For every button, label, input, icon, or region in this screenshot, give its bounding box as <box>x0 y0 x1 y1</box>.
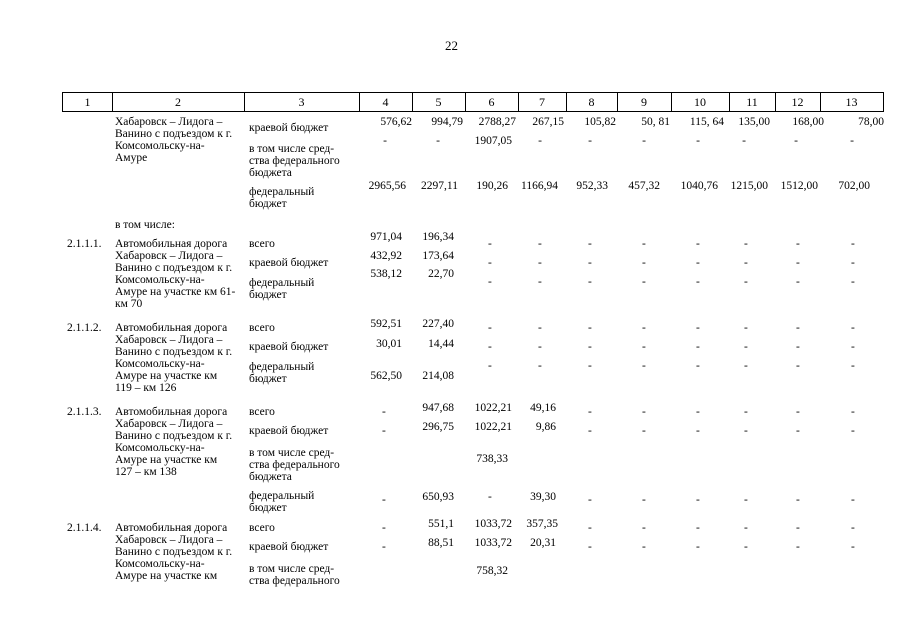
table-cell: 738,33 <box>476 453 508 465</box>
table-cell: - <box>588 360 592 372</box>
row-name-line: Хабаровск – Лидога – <box>115 534 223 546</box>
row-name-line: Автомобильная дорога <box>115 406 228 418</box>
table-cell: 1166,94 <box>521 180 558 192</box>
funding-source: всего <box>249 322 275 334</box>
header-cell: 1 <box>84 95 91 109</box>
table-cell: - <box>744 341 748 353</box>
table-cell: - <box>642 360 646 372</box>
header-cell: 13 <box>845 95 858 109</box>
table-cell: - <box>794 135 798 147</box>
table-cell: - <box>851 406 855 418</box>
table-cell: 1512,00 <box>780 180 818 192</box>
funding-source: краевой бюджет <box>249 425 329 437</box>
row-name-line: Хабаровск – Лидога – <box>115 334 223 346</box>
row-name-line: Автомобильная дорога <box>115 238 228 250</box>
header-cell: 11 <box>746 95 758 109</box>
table-cell: 702,00 <box>838 180 870 192</box>
table-cell: 20,31 <box>530 537 556 549</box>
funding-source: в том числе сред- <box>249 447 335 459</box>
table-cell: 88,51 <box>428 537 454 549</box>
table-cell: 2788,27 <box>478 116 516 128</box>
row-name-line: Автомобильная дорога <box>115 522 228 534</box>
table-cell: - <box>588 276 592 288</box>
table-cell: - <box>538 276 542 288</box>
funding-source: краевой бюджет <box>249 122 329 134</box>
table-cell: 1033,72 <box>474 537 512 549</box>
table-cell: - <box>642 341 646 353</box>
header-cell: 9 <box>641 95 647 109</box>
table-cell: - <box>796 425 800 437</box>
table-cell: 457,32 <box>628 180 660 192</box>
table-cell: 196,34 <box>422 231 454 243</box>
table-cell: - <box>488 322 492 334</box>
table-cell: - <box>744 238 748 250</box>
table-cell: - <box>796 276 800 288</box>
row-code: 2.1.1.3. <box>67 406 102 418</box>
table-cell: - <box>851 341 855 353</box>
table-cell: - <box>744 494 748 506</box>
funding-source: бюджет <box>249 502 287 514</box>
table-cell: - <box>744 541 748 553</box>
funding-source: всего <box>249 238 275 250</box>
table-cell: - <box>588 341 592 353</box>
header-cell: 5 <box>435 95 442 109</box>
table-cell: - <box>488 238 492 250</box>
row-name-line: Амуре на участке км <box>115 370 218 382</box>
row-name-line: Комсомольску-на- <box>115 442 205 454</box>
table-cell: - <box>744 425 748 437</box>
table-cell: - <box>696 135 700 147</box>
table-cell: 214,08 <box>422 370 454 382</box>
funding-source: в том числе сред- <box>249 563 335 575</box>
table-cell: - <box>851 360 855 372</box>
table-cell: 576,62 <box>380 116 412 128</box>
table-header-row <box>62 92 884 112</box>
table-cell: - <box>588 257 592 269</box>
table-cell: 1040,76 <box>680 180 718 192</box>
row-name-line: Автомобильная дорога <box>115 322 228 334</box>
row-name-line: 119 – км 126 <box>115 382 177 394</box>
funding-source: краевой бюджет <box>249 341 329 353</box>
header-cell: 12 <box>791 95 804 109</box>
table-cell: - <box>642 425 646 437</box>
table-cell: - <box>696 360 700 372</box>
row-name-line: Ванино с подъездом к г. <box>115 430 233 442</box>
funding-source: бюджета <box>249 167 292 179</box>
table-cell: 296,75 <box>422 421 454 433</box>
table-cell: 173,64 <box>422 250 454 262</box>
header-cell: 4 <box>382 95 389 109</box>
funding-source: федеральный <box>249 361 315 373</box>
table-cell: - <box>588 406 592 418</box>
table-cell: - <box>796 494 800 506</box>
row-code: 2.1.1.1. <box>67 238 102 250</box>
table-cell: - <box>851 238 855 250</box>
table-cell: - <box>744 257 748 269</box>
row-name-line: Комсомольску-на- <box>115 358 205 370</box>
table-cell: 357,35 <box>526 518 558 530</box>
table-cell: - <box>382 425 386 437</box>
table-cell: 267,15 <box>532 116 564 128</box>
table-cell: 135,00 <box>738 116 770 128</box>
funding-source: бюджет <box>249 373 287 385</box>
table-cell: - <box>642 257 646 269</box>
table-cell: - <box>851 522 855 534</box>
table-cell: - <box>588 541 592 553</box>
table-cell: - <box>488 491 492 503</box>
table-cell: - <box>538 238 542 250</box>
table-cell: 1907,05 <box>474 135 512 147</box>
funding-source: бюджет <box>249 289 287 301</box>
row-code: 2.1.1.4. <box>67 522 102 534</box>
page-number: 22 <box>445 38 458 53</box>
table-cell: - <box>382 522 386 534</box>
table-cell: - <box>642 541 646 553</box>
row-name-line: Амуре на участке км <box>115 570 218 582</box>
table-cell: - <box>851 276 855 288</box>
table-cell: - <box>642 494 646 506</box>
table-cell: - <box>642 135 646 147</box>
table-cell: 562,50 <box>370 370 402 382</box>
header-cell: 3 <box>298 95 305 109</box>
table-cell: - <box>588 135 592 147</box>
table-cell: - <box>436 135 440 147</box>
table-cell: - <box>588 238 592 250</box>
table-cell: - <box>744 360 748 372</box>
row-name-line: Ванино с подъездом к г. <box>115 346 233 358</box>
table-cell: - <box>851 257 855 269</box>
table-cell: - <box>851 322 855 334</box>
table-cell: - <box>488 257 492 269</box>
table-cell: 538,12 <box>370 268 402 280</box>
table-cell: 115, 64 <box>689 116 724 128</box>
table-cell: 947,68 <box>422 402 454 414</box>
header-cell: 6 <box>488 95 495 109</box>
table-cell: 971,04 <box>370 231 402 243</box>
section-label: в том числе: <box>115 219 175 231</box>
row-name-line: Комсомольску-на- <box>115 140 205 152</box>
funding-source: ства федерального <box>249 155 340 167</box>
table-cell: 994,79 <box>431 116 463 128</box>
table-cell: - <box>744 322 748 334</box>
table-cell: 22,70 <box>428 268 454 280</box>
table-cell: - <box>538 322 542 334</box>
funding-source: бюджет <box>249 198 287 210</box>
table-cell: - <box>382 541 386 553</box>
table-cell: - <box>488 360 492 372</box>
row-code: 2.1.1.2. <box>67 322 102 334</box>
table-cell: - <box>696 425 700 437</box>
table-cell: 105,82 <box>584 116 616 128</box>
table-cell: - <box>382 494 386 506</box>
table-cell: - <box>588 494 592 506</box>
table-cell: - <box>796 360 800 372</box>
row-name-line: Хабаровск – Лидога – <box>115 250 223 262</box>
table-cell: 227,40 <box>422 318 454 330</box>
table-cell: 14,44 <box>428 338 454 350</box>
table-cell: 50, 81 <box>641 116 670 128</box>
row-name-line: Хабаровск – Лидога – <box>115 418 223 430</box>
table-cell: - <box>744 406 748 418</box>
table-cell: - <box>796 238 800 250</box>
header-cell: 2 <box>175 95 181 109</box>
table-cell: - <box>744 276 748 288</box>
table-cell: - <box>642 276 646 288</box>
table-cell: - <box>696 406 700 418</box>
row-name-line: Хабаровск – Лидога – <box>115 116 223 128</box>
header-cell: 10 <box>694 95 706 109</box>
table-cell: 30,01 <box>376 338 402 350</box>
table-cell: - <box>796 341 800 353</box>
table-cell: - <box>851 494 855 506</box>
row-name-line: Ванино с подъездом к г. <box>115 546 233 558</box>
table-cell: - <box>538 257 542 269</box>
table-cell: - <box>538 135 542 147</box>
funding-source: краевой бюджет <box>249 257 329 269</box>
table-cell: - <box>744 522 748 534</box>
funding-source: ства федерального <box>249 575 340 587</box>
table-cell: 1022,21 <box>474 421 512 433</box>
table-cell: - <box>796 257 800 269</box>
table-cell: 592,51 <box>370 318 402 330</box>
table-cell: 168,00 <box>792 116 824 128</box>
table-cell: - <box>588 522 592 534</box>
row-name-line: Амуре <box>115 152 148 164</box>
table-cell: 650,93 <box>422 491 454 503</box>
table-cell: 190,26 <box>476 180 508 192</box>
table-cell: - <box>588 425 592 437</box>
table-cell: - <box>796 522 800 534</box>
funding-source: в том числе сред- <box>249 143 335 155</box>
row-name-line: Ванино с подъездом к г. <box>115 262 233 274</box>
table-cell: - <box>696 341 700 353</box>
table-cell: - <box>696 494 700 506</box>
row-name-line: Амуре на участке км 61- <box>115 286 236 298</box>
funding-source: федеральный <box>249 490 315 502</box>
funding-source: всего <box>249 406 275 418</box>
table-cell: 1022,21 <box>474 402 512 414</box>
table-cell: 9,86 <box>535 421 556 433</box>
table-cell: - <box>588 322 592 334</box>
table-cell: - <box>642 238 646 250</box>
table-cell: - <box>850 135 854 147</box>
table-cell: - <box>538 341 542 353</box>
table-cell: 758,32 <box>476 565 508 577</box>
row-name-line: Ванино с подъездом к г. <box>115 128 233 140</box>
table-cell: - <box>851 425 855 437</box>
funding-source: ства федерального <box>249 459 340 471</box>
header-cell: 7 <box>539 95 545 109</box>
table-cell: - <box>488 276 492 288</box>
table-cell: 49,16 <box>530 402 556 414</box>
table-cell: - <box>382 406 386 418</box>
table-cell: - <box>642 322 646 334</box>
table-cell: - <box>796 322 800 334</box>
funding-source: всего <box>249 522 275 534</box>
table-cell: - <box>796 406 800 418</box>
table-cell: - <box>696 238 700 250</box>
table-cell: - <box>696 522 700 534</box>
table-cell: 39,30 <box>530 491 556 503</box>
table-cell: 2297,11 <box>421 180 458 192</box>
table-cell: 2965,56 <box>368 180 406 192</box>
table-cell: 952,33 <box>576 180 608 192</box>
row-name-line: Комсомольску-на- <box>115 274 205 286</box>
table-cell: - <box>488 341 492 353</box>
funding-source: бюджета <box>249 471 292 483</box>
table-cell: 78,00 <box>858 116 884 128</box>
table-cell: 1033,72 <box>474 518 512 530</box>
table-cell: - <box>696 541 700 553</box>
table-cell: - <box>696 257 700 269</box>
row-name-line: Комсомольску-на- <box>115 558 205 570</box>
row-name-line: Амуре на участке км <box>115 454 218 466</box>
table-cell: 432,92 <box>370 250 402 262</box>
table-cell: - <box>383 135 387 147</box>
row-name-line: км 70 <box>115 298 143 310</box>
table-cell: 1215,00 <box>730 180 768 192</box>
table-cell: - <box>642 406 646 418</box>
funding-source: краевой бюджет <box>249 541 329 553</box>
table-cell: - <box>742 135 746 147</box>
table-cell: - <box>851 541 855 553</box>
row-name-line: 127 – км 138 <box>115 466 177 478</box>
table-cell: - <box>642 522 646 534</box>
table-cell: - <box>538 360 542 372</box>
funding-source: федеральный <box>249 277 315 289</box>
header-cell: 8 <box>588 95 595 109</box>
funding-source: федеральный <box>249 186 315 198</box>
table-cell: - <box>696 276 700 288</box>
table-cell: - <box>696 322 700 334</box>
table-cell: 551,1 <box>428 518 454 530</box>
table-cell: - <box>796 541 800 553</box>
